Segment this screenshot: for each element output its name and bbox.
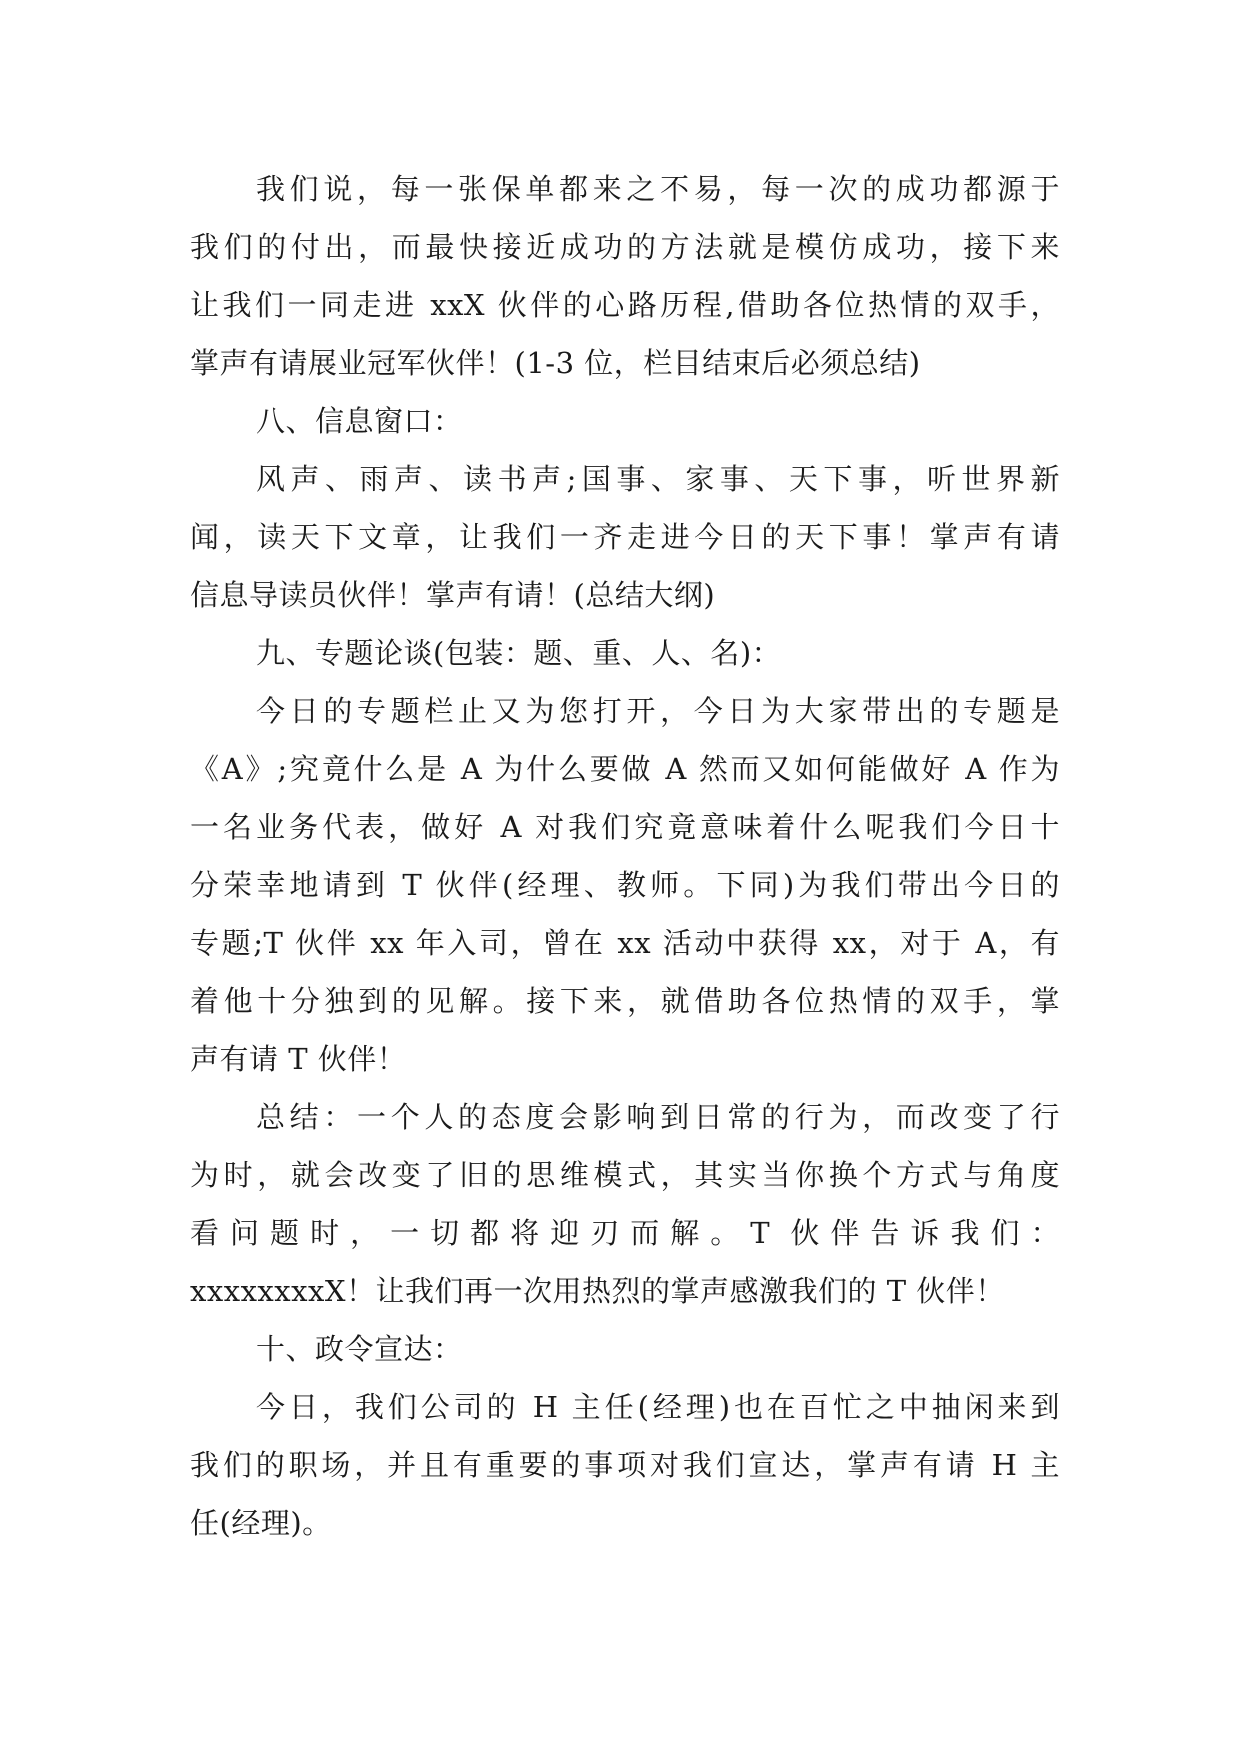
paragraph-line: 我们说，每一张保单都来之不易，每一次的成功都源于: [256, 172, 1060, 206]
paragraph-line: 掌声有请展业冠军伙伴！(1-3 位，栏目结束后必须总结): [190, 346, 921, 380]
paragraph-line: 今日，我们公司的 H 主任(经理)也在百忙之中抽闲来到: [256, 1390, 1060, 1424]
paragraph-line: 任(经理)。: [190, 1506, 332, 1540]
paragraph-line: 《A》;究竟什么是 A 为什么要做 A 然而又如何能做好 A 作为: [190, 752, 1060, 786]
paragraph-line: 声有请 T 伙伴！: [190, 1042, 407, 1076]
paragraph-line: 风声、雨声、读书声;国事、家事、天下事，听世界新: [256, 462, 1060, 496]
paragraph-line: 让我们一同走进 xxX 伙伴的心路历程,借助各位热情的双手，: [190, 288, 1060, 322]
document-body: [190, 160, 1060, 1552]
paragraph-line: 总结：一个人的态度会影响到日常的行为，而改变了行: [256, 1100, 1060, 1134]
paragraph-line: xxxxxxxxX！让我们再一次用热烈的掌声感激我们的 T 伙伴！: [190, 1274, 1005, 1308]
paragraph-line: 专题;T 伙伴 xx 年入司，曾在 xx 活动中获得 xx，对于 A，有: [190, 926, 1060, 960]
paragraph-line: 着他十分独到的见解。接下来，就借助各位热情的双手，掌: [190, 984, 1060, 1018]
section-heading: 九、专题论谈(包装：题、重、人、名)：: [256, 636, 782, 670]
paragraph-line: 分荣幸地请到 T 伙伴(经理、教师。下同)为我们带出今日的: [190, 868, 1060, 902]
paragraph-line: 信息导读员伙伴！掌声有请！(总结大纲): [190, 578, 716, 612]
paragraph-line: 我们的付出，而最快接近成功的方法就是模仿成功，接下来: [190, 230, 1060, 264]
section-heading: 八、信息窗口：: [256, 404, 463, 438]
paragraph-line: 闻，读天下文章，让我们一齐走进今日的天下事！掌声有请: [190, 520, 1060, 554]
paragraph-line: 一名业务代表，做好 A 对我们究竟意味着什么呢我们今日十: [190, 810, 1060, 844]
paragraph-line: 我们的职场，并且有重要的事项对我们宣达，掌声有请 H 主: [190, 1448, 1060, 1482]
section-heading: 十、政令宣达：: [256, 1332, 463, 1366]
paragraph-line: 为时，就会改变了旧的思维模式，其实当你换个方式与角度: [190, 1158, 1060, 1192]
paragraph-line: 今日的专题栏止又为您打开，今日为大家带出的专题是: [256, 694, 1060, 728]
paragraph-line: 看问题时，一切都将迎刃而解。T 伙伴告诉我们：: [190, 1216, 1060, 1250]
